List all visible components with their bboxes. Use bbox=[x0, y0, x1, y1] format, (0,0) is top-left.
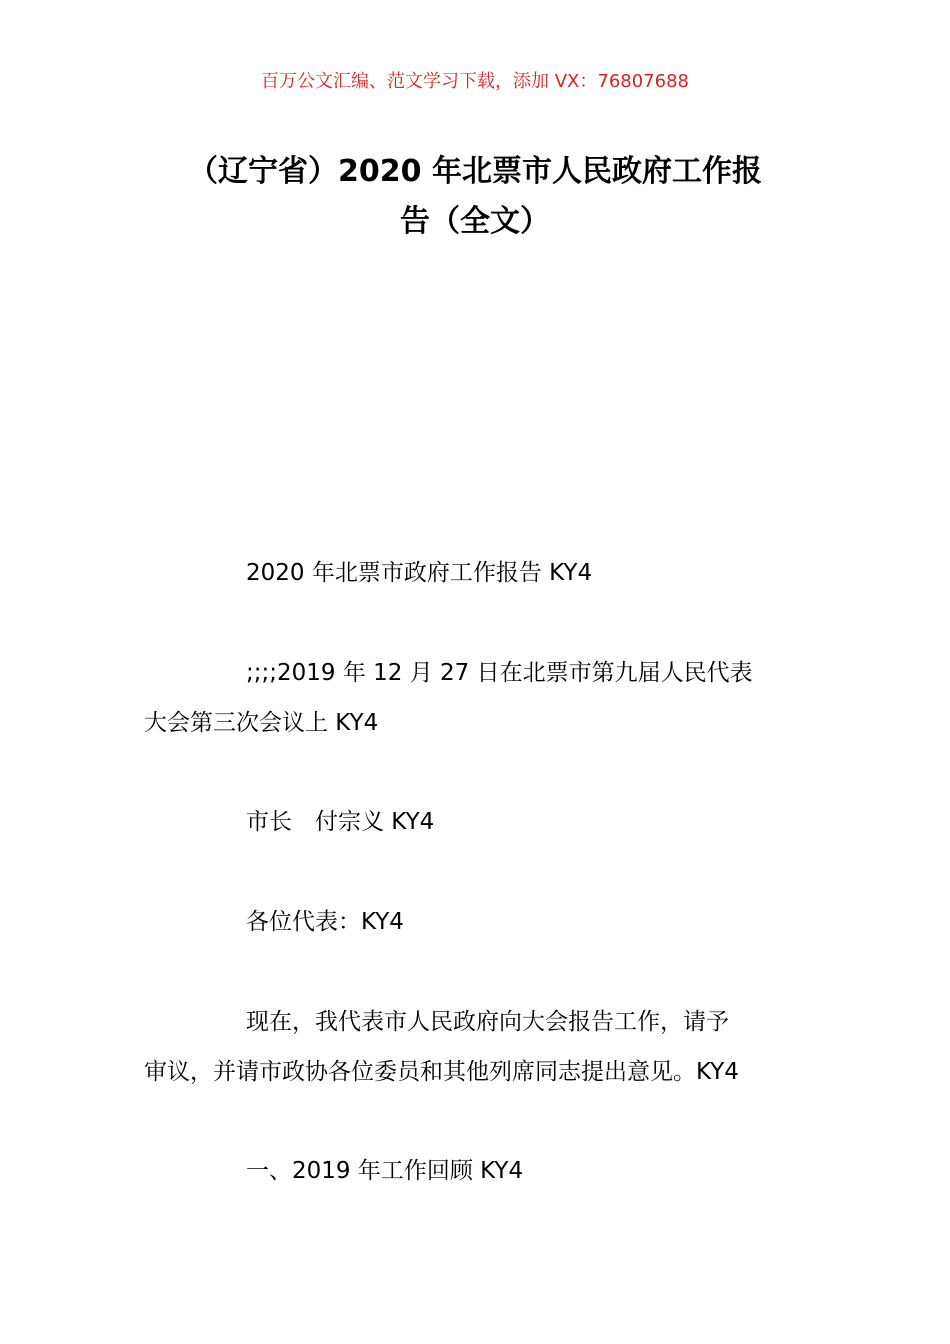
speaker-paragraph bbox=[144, 797, 810, 847]
section-heading-paragraph bbox=[144, 1146, 810, 1196]
opening-line-2: 审议，并请市政协各位委员和其他列席同志提出意见。KY4 bbox=[144, 1059, 739, 1085]
meeting-info-paragraph bbox=[144, 648, 810, 748]
report-subtitle: 2020 年北票市政府工作报告 KY4 bbox=[246, 560, 593, 586]
report-subtitle-paragraph bbox=[144, 548, 810, 598]
title-line-1: （辽宁省）2020 年北票市人民政府工作报 bbox=[188, 154, 762, 189]
meeting-info-line-1: ;;;;2019 年 12 月 27 日在北票市第九届人民代表 bbox=[246, 660, 753, 686]
salutation-paragraph bbox=[144, 897, 810, 947]
document-title bbox=[140, 147, 810, 247]
salutation-line: 各位代表：KY4 bbox=[246, 909, 404, 935]
speaker-line: 市长 付宗义 KY4 bbox=[246, 809, 435, 835]
opening-line-1: 现在，我代表市人民政府向大会报告工作，请予 bbox=[246, 1009, 729, 1035]
opening-paragraph bbox=[144, 997, 810, 1097]
section-heading-line: 一、2019 年工作回顾 KY4 bbox=[246, 1158, 524, 1184]
title-line-2: 告（全文） bbox=[400, 204, 550, 239]
header-promo-note: 百万公文汇编、范文学习下载，添加 VX：76807688 bbox=[261, 71, 689, 92]
meeting-info-line-2: 大会第三次会议上 KY4 bbox=[144, 710, 379, 736]
